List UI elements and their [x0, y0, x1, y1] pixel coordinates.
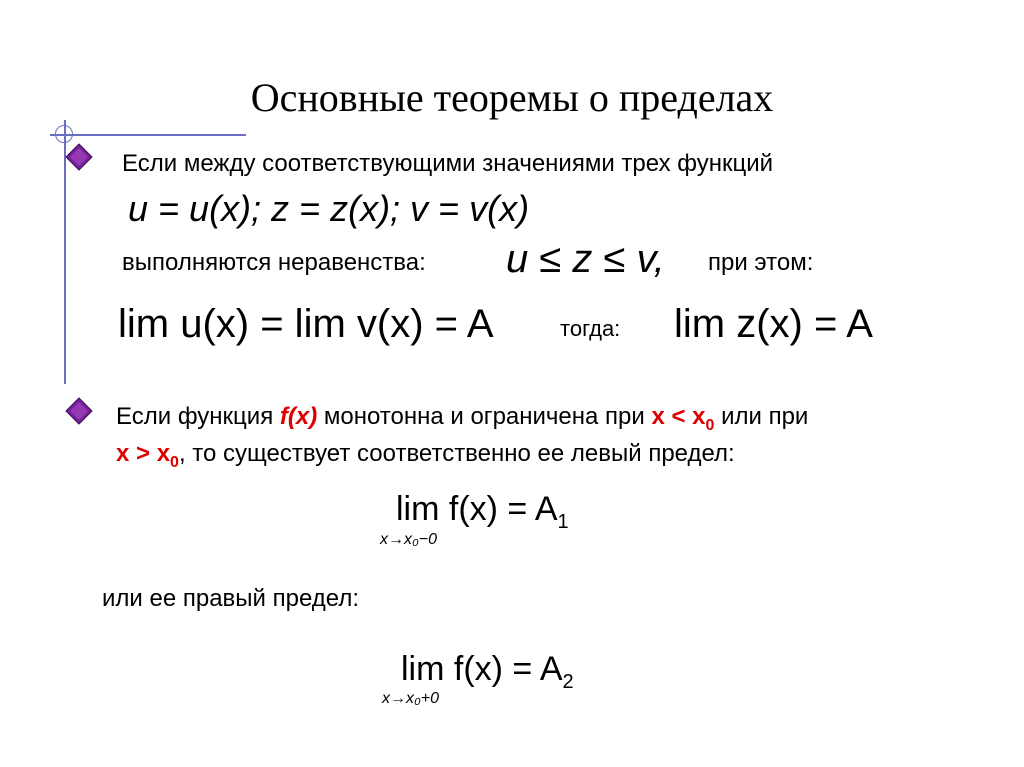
at-this-label: при этом:: [708, 249, 814, 276]
limit-result-formula: lim z(x) = A: [674, 302, 873, 346]
theorem2-line2: [116, 440, 735, 472]
right-limit-subscript: x→x₀+0: [382, 690, 439, 707]
function-fx: f(x): [279, 403, 318, 430]
limit-condition-formula: lim u(x) = lim v(x) = A: [118, 302, 494, 346]
diamond-bullet-icon: [64, 142, 94, 172]
theorem2-text-4: , то существует соответственно ее левый предел:: [178, 440, 735, 467]
condition-greater: $x > x_0$: [116, 440, 179, 471]
condition-less: $x < x_0$: [651, 403, 715, 434]
right-limit-formula: $\lim f(x) = A_2$: [401, 650, 574, 693]
inequality-formula: u ≤ z ≤ v,: [506, 237, 665, 281]
page-title: Основные теоремы о пределах: [250, 75, 774, 120]
theorem2-text-3: или при: [714, 403, 809, 430]
theorem2-line1: [116, 403, 808, 435]
guide-horizontal-line: [50, 134, 246, 136]
theorem2-text-2: монотонна и ограничена при: [317, 403, 652, 430]
left-limit-formula: $\lim f(x) = A_1$: [396, 490, 569, 533]
diamond-bullet-icon: [64, 396, 94, 426]
inequality-label: выполняются неравенства:: [122, 249, 426, 276]
theorem1-line1: Если между соответствующими значениями трех функций: [122, 150, 774, 177]
guide-circle: [55, 125, 73, 143]
functions-formula: u = u(x); z = z(x); v = v(x): [128, 188, 530, 229]
then-label: тогда:: [560, 316, 621, 341]
right-limit-label: или ее правый предел:: [102, 585, 360, 612]
theorem2-text-1: Если функция: [116, 403, 280, 430]
left-limit-subscript: x→x₀−0: [380, 531, 437, 548]
